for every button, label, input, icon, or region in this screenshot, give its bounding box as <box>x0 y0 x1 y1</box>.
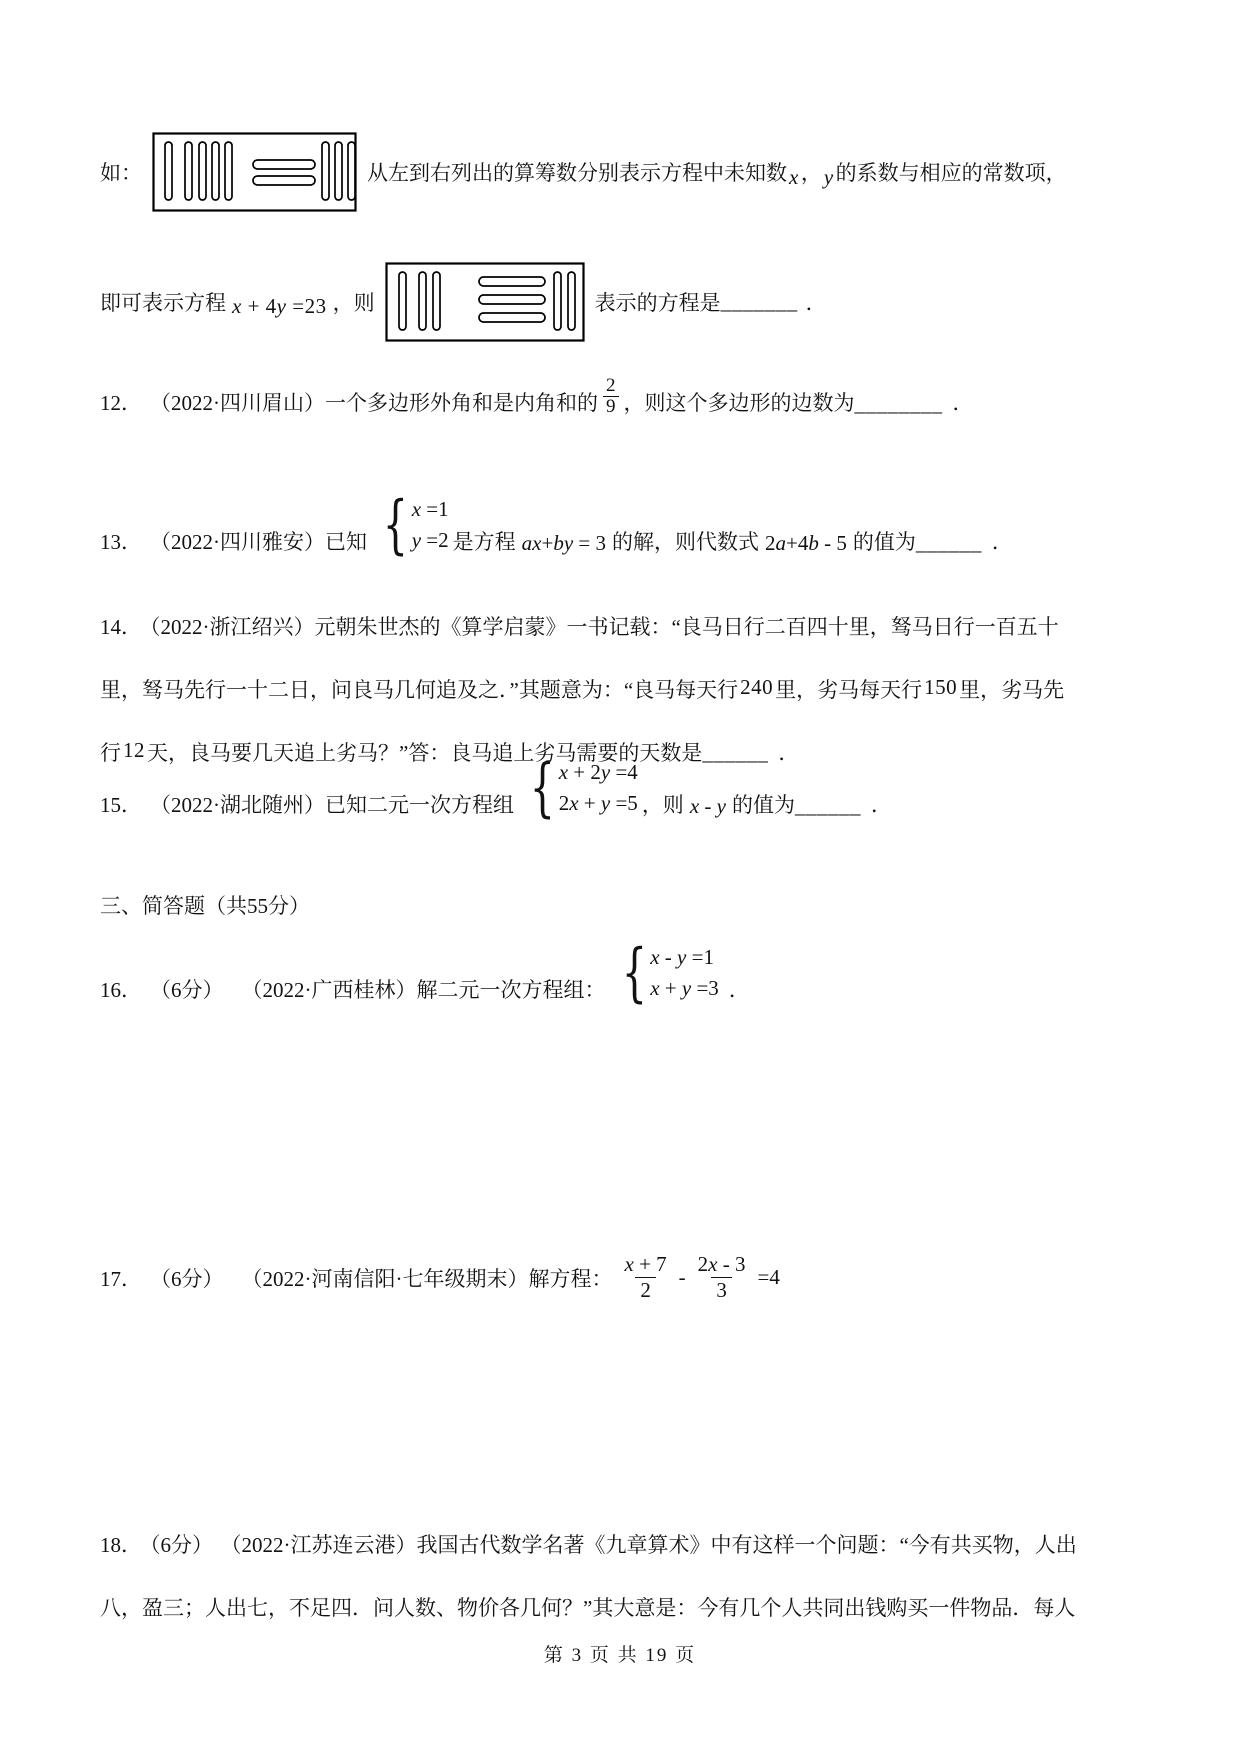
problem-17-number: 17． <box>100 1266 142 1291</box>
problem-15-text-3: 的值为 <box>731 793 795 817</box>
problem-13-number: 13． <box>100 530 142 554</box>
problem-12 <box>100 376 1148 417</box>
equation-axby: ax+by = 3 <box>521 531 606 555</box>
problem-13 <box>100 488 1148 562</box>
system-equation-2: y =2 <box>411 528 449 552</box>
intro-line-2 <box>100 262 1148 342</box>
number-12: 12 <box>123 738 145 762</box>
left-brace: { <box>621 936 647 1010</box>
problem-12-text-2: ，则这个多边形的边数为 <box>623 390 855 415</box>
problem-15-number: 15． <box>100 793 142 817</box>
intro-equation: x + 4y =23 <box>232 293 327 318</box>
problem-18-line-2 <box>100 1577 1148 1640</box>
intro-line2-then: ，则 <box>332 291 375 315</box>
problem-13-text: （2022·四川雅安）已知 <box>150 530 367 554</box>
problem-18-line-1 <box>100 1514 1148 1577</box>
fraction-denominator: 3 <box>711 1277 732 1303</box>
problem-14-text-2c: 里，劣马先 <box>959 678 1065 702</box>
system-equation-1: x + 2y =4 <box>558 760 638 784</box>
section-3-title: 三、简答题（共55分） <box>100 894 310 918</box>
intro-line2-tail: 表示的方程是 <box>594 291 721 315</box>
answer-blank: ________ <box>854 391 943 416</box>
fraction-2-9 <box>603 376 619 417</box>
system-equation-2: x + y =3 <box>650 976 719 1000</box>
counting-rods-box-2 <box>385 262 585 342</box>
intro-prefix: 如： <box>100 161 142 185</box>
page-footer <box>0 1640 1240 1667</box>
period: ． <box>728 978 750 1002</box>
problem-14-text-3a: 行 <box>100 741 121 765</box>
problem-18 <box>100 1514 1148 1640</box>
answer-blank: ______ <box>794 794 861 818</box>
system-equation-1: x - y =1 <box>650 945 714 969</box>
problem-18-score: （6分） <box>150 1533 213 1557</box>
problem-16 <box>100 936 1148 1010</box>
left-brace: { <box>529 751 555 825</box>
fraction-denominator: 2 <box>635 1277 656 1303</box>
equation-system <box>522 751 638 825</box>
problem-18-text-1: （2022·江苏连云港）我国古代数学名著《九章算术》中有这样一个问题：“今有共买物，人出 <box>231 1533 1077 1557</box>
problem-13-text-2: 是方程 <box>452 530 516 554</box>
period: ． <box>952 390 974 415</box>
intro-line1-text: 从左到右列出的算筹数分别表示方程中未知数 <box>367 161 787 185</box>
number-150: 150 <box>924 675 958 699</box>
expression-2a4b5: 2a+4b - 5 <box>764 531 847 555</box>
problem-13-text-3: 的解，则代数式 <box>611 530 759 554</box>
minus-sign: - <box>678 1265 686 1290</box>
fraction-denominator: 9 <box>603 396 619 417</box>
fraction-numerator: 2x - 3 <box>697 1252 746 1276</box>
system-equation-1: x =1 <box>411 497 449 521</box>
number-240: 240 <box>740 675 774 699</box>
period: ． <box>870 793 892 817</box>
problem-15-text: （2022·湖北随州）已知二元一次方程组 <box>150 793 514 817</box>
system-equation-2: 2x + y =5 <box>558 791 638 815</box>
problem-17-text: （2022·河南信阳·七年级期末）解方程： <box>241 1266 613 1291</box>
fraction-2x3-3 <box>693 1252 751 1303</box>
problem-17 <box>100 1252 1148 1303</box>
problem-17-score: （6分） <box>150 1266 224 1291</box>
problem-14-text-3b: 天，良马要几天追上劣马？”答：良马追上劣马需要的天数是 <box>147 741 703 765</box>
fraction-numerator: x + 7 <box>624 1252 667 1276</box>
equation-system <box>375 488 449 562</box>
problem-16-number: 16． <box>100 978 142 1002</box>
section-3-header <box>100 890 1148 920</box>
problem-14-line-2 <box>100 659 1148 722</box>
period: ． <box>805 291 827 315</box>
problem-15-text-2: ，则 <box>641 793 684 817</box>
equals-4: =4 <box>757 1265 780 1290</box>
answer-blank: ______ <box>702 741 769 765</box>
intro-var-y: y <box>823 164 834 189</box>
intro-var-x: x <box>789 164 799 189</box>
problem-18-text-2: 八，盈三；人出七，不足四．问人数、物价各几何？”其大意是：今有几个人共同出钱购买一件物品．每人 <box>100 1596 1076 1620</box>
problem-18-number: 18． <box>100 1533 142 1557</box>
problem-16-text: （2022·广西桂林）解二元一次方程组： <box>241 978 606 1002</box>
answer-blank: _______ <box>720 289 798 314</box>
problem-14-text-1: （2022·浙江绍兴）元朝朱世杰的《算学启蒙》一书记载：“良马日行二百四十里，驽马日行一百五十 <box>150 615 1059 639</box>
problem-12-number: 12． <box>100 390 142 415</box>
problem-12-text: （2022·四川眉山）一个多边形外角和是内角和的 <box>150 390 598 415</box>
answer-blank: ______ <box>915 531 982 555</box>
problem-14-number: 14． <box>100 615 142 639</box>
equation-system <box>614 936 719 1010</box>
page-number: 第 3 页 共 19 页 <box>543 1645 697 1666</box>
intro-line2-lead: 即可表示方程 <box>100 291 226 315</box>
period: ． <box>778 741 800 765</box>
intro-separator: ， <box>800 161 822 185</box>
fraction-numerator: 2 <box>606 375 616 396</box>
problem-13-text-4: 的值为 <box>852 530 916 554</box>
left-brace: { <box>382 488 408 562</box>
intro-line1-tail: 的系数与相应的常数项， <box>835 161 1067 185</box>
fraction-x7-2 <box>620 1252 672 1303</box>
intro-line-1 <box>100 132 1148 212</box>
counting-rods-box-1 <box>152 132 357 212</box>
problem-14-line-1 <box>100 596 1148 659</box>
expression-x-minus-y: x - y <box>689 794 726 818</box>
problem-14-text-2b: 里，劣马每天行 <box>775 678 923 702</box>
period: ． <box>991 530 1013 554</box>
problem-14-text-2a: 里，驽马先行一十二日，问良马几何追及之．”其题意为：“良马每天行 <box>100 678 739 702</box>
problem-16-score: （6分） <box>150 978 224 1002</box>
